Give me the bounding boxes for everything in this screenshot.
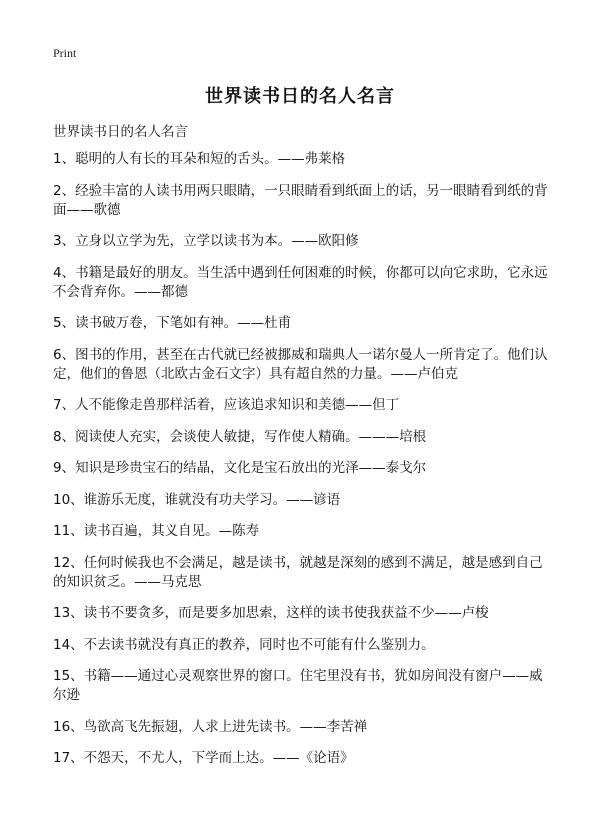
quote-item: 13、读书不要贪多，而是要多加思索，这样的读书使我获益不少——卢梭 bbox=[53, 605, 489, 621]
quote-item: 11、读书百遍，其义自见。—陈寿 bbox=[53, 523, 260, 539]
quote-item: 7、人不能像走兽那样活着，应该追求知识和美德——但丁 bbox=[53, 397, 400, 413]
quote-item: 14、不去读书就没有真正的教养，同时也不可能有什么鉴别力。 bbox=[53, 636, 435, 653]
quote-list bbox=[53, 150, 553, 781]
quote-item: 4、书籍是最好的朋友。当生活中遇到任何困难的时候，你都可以向它求助，它永远不会背弃你。——都德 bbox=[53, 264, 548, 300]
quote-item: 12、任何时候我也不会满足，越是读书，就越是深刻的感到不满足，越是感到自己的知识贫乏。——马克思 bbox=[53, 554, 543, 590]
quote-item: 8、阅读使人充实，会谈使人敏捷，写作使人精确。———培根 bbox=[53, 428, 427, 445]
quote-item: 1、聪明的人有长的耳朵和短的舌头。——弗莱格 bbox=[53, 151, 346, 167]
quote-item: 9、知识是珍贵宝石的结晶，文化是宝石放出的光泽——泰戈尔 bbox=[53, 460, 427, 476]
quote-item: 16、鸟欲高飞先振翅，人求上进先读书。——李苦禅 bbox=[53, 718, 368, 735]
quote-item: 15、书籍——通过心灵观察世界的窗口。住宅里没有书，犹如房间没有窗户——威尔逊 bbox=[53, 668, 543, 703]
print-label: Print bbox=[53, 46, 77, 60]
document-title: 世界读书日的名人名言 bbox=[205, 86, 395, 107]
quote-item: 17、不怨天，不尤人，下学而上达。——《论语》 bbox=[53, 750, 354, 766]
quote-item: 2、经验丰富的人读书用两只眼睛，一只眼睛看到纸面上的话，另一眼睛看到纸的背面——歌德 bbox=[53, 182, 548, 218]
quote-item: 5、读书破万卷，下笔如有神。——杜甫 bbox=[53, 315, 292, 331]
quote-item: 10、谁游乐无度，谁就没有功夫学习。——谚语 bbox=[53, 491, 341, 508]
quote-item: 3、立身以立学为先，立学以读书为本。——欧阳修 bbox=[53, 233, 359, 249]
document-subtitle: 世界读书日的名人名言 bbox=[53, 124, 188, 140]
quote-item: 6、图书的作用，甚至在古代就已经被挪威和瑞典人一诺尔曼人一所肯定了。他们认定，他们的鲁恩（北欧古金石文字）具有超自然的力量。——卢伯克 bbox=[53, 346, 548, 382]
